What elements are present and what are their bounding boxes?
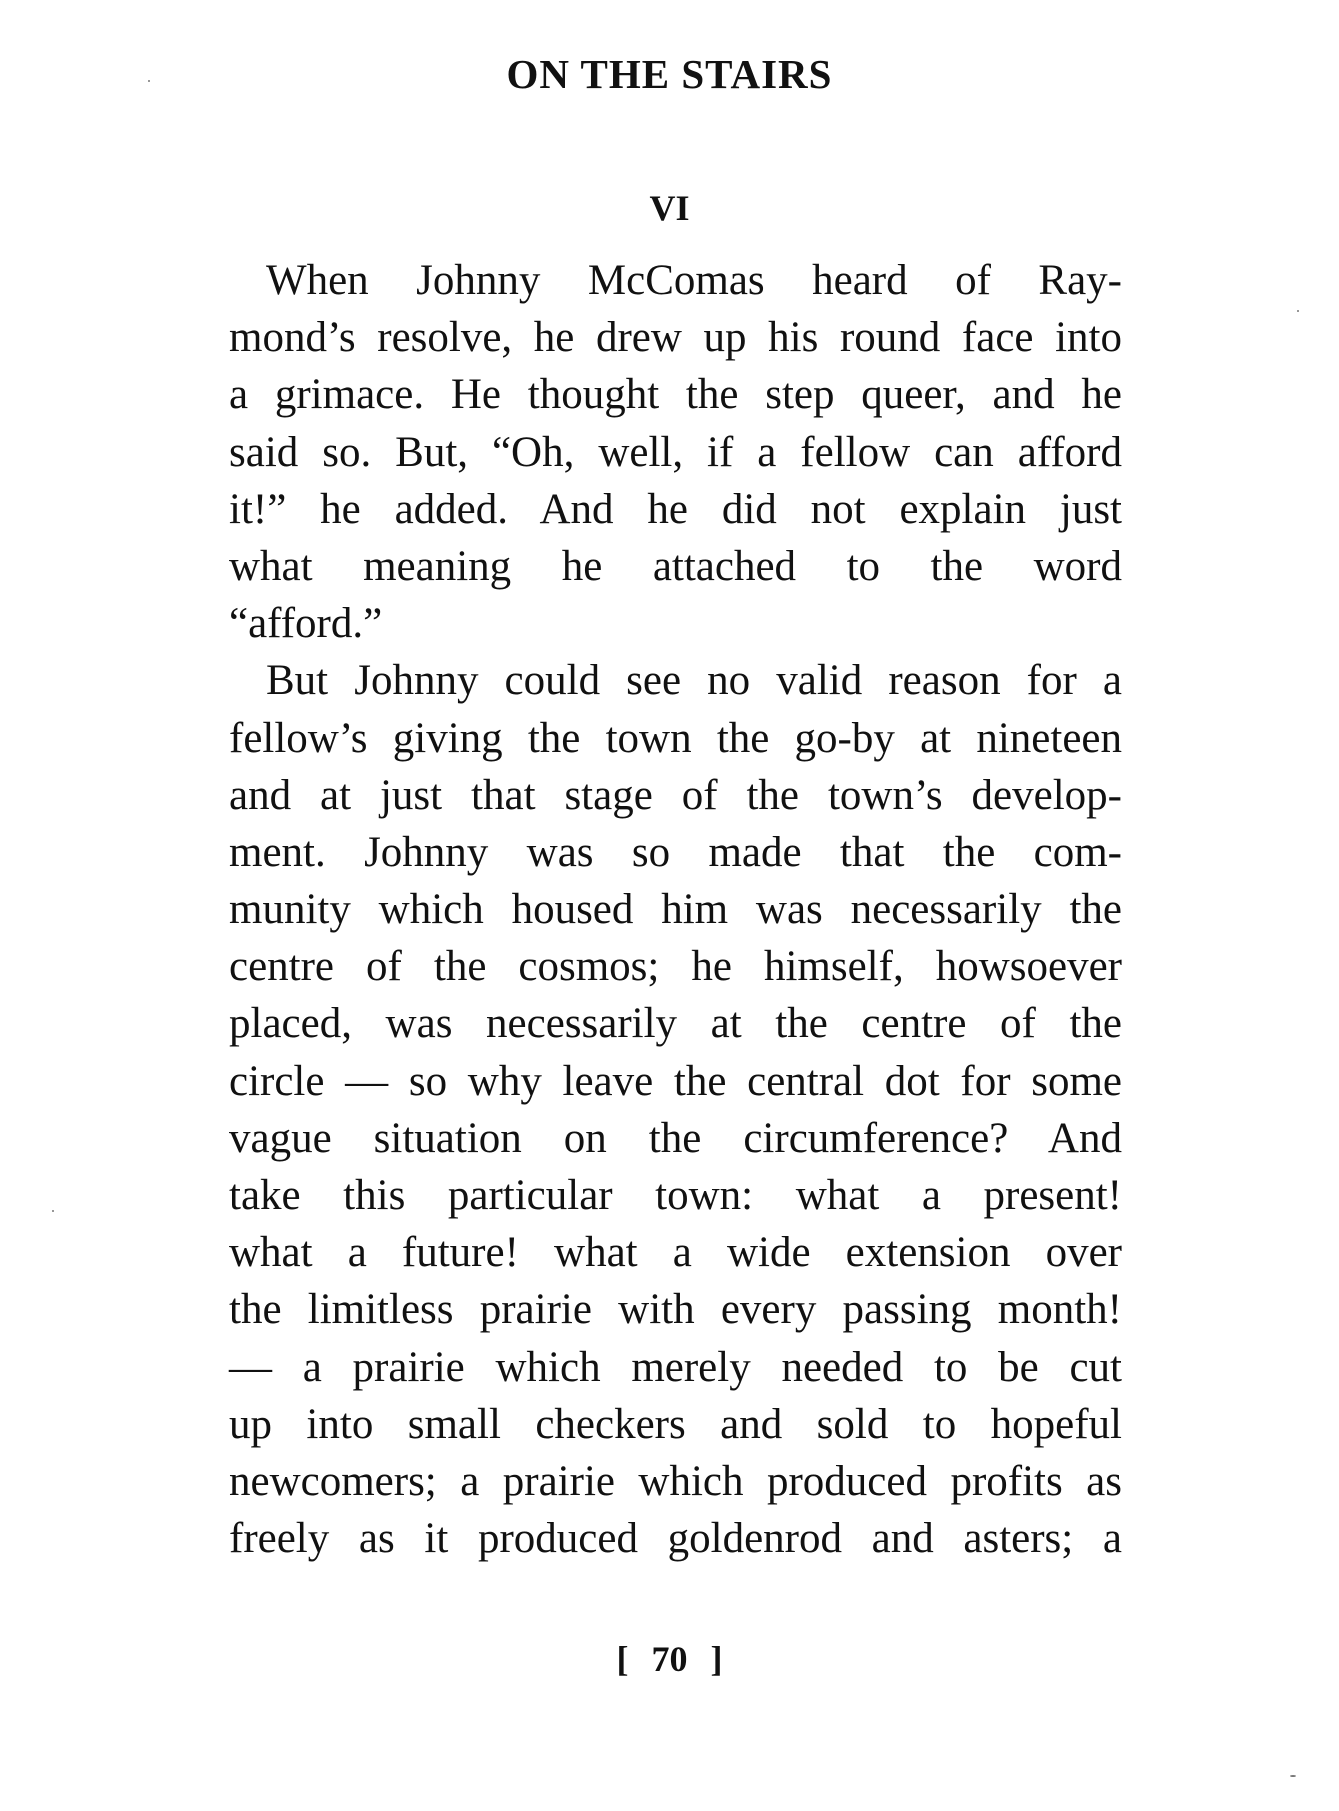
text-line: — a prairie which merely needed to be cut [229, 1343, 1122, 1391]
text-line: up into small checkers and sold to hopeful [229, 1400, 1122, 1448]
text-line: what meaning he attached to the word [229, 542, 1122, 590]
text-line: centre of the cosmos; he himself, howsoever [229, 943, 1122, 991]
text-line: When Johnny McComas heard of Ray- [266, 257, 1122, 304]
body-text [229, 252, 1122, 1567]
paragraph-2 [229, 652, 1122, 1567]
text-line: mond’s resolve, he drew up his round face into [229, 314, 1122, 362]
scan-speck [1290, 1775, 1296, 1777]
running-head: ON THE STAIRS [506, 51, 833, 97]
text-line: fellow’s giving the town the go-by at nineteen [229, 714, 1122, 762]
text-line: the limitless prairie with every passing month! [229, 1286, 1122, 1334]
text-line: and at just that stage of the town’s develop- [229, 771, 1122, 819]
text-line: freely as it produced goldenrod and asters; a [229, 1515, 1122, 1563]
text-line: placed, was necessarily at the centre of the [229, 1000, 1122, 1048]
text-line: said so. But, “Oh, well, if a fellow can afford [229, 428, 1122, 476]
text-line: ment. Johnny was so made that the com- [229, 828, 1122, 876]
text-line: take this particular town: what a present! [229, 1172, 1122, 1219]
chapter-number: VI [649, 188, 690, 228]
text-line: newcomers; a prairie which produced profits as [229, 1457, 1122, 1505]
paragraph-1 [229, 252, 1122, 652]
scan-speck [52, 1210, 54, 1212]
text-line: But Johnny could see no valid reason for a [266, 657, 1122, 705]
text-line: a grimace. He thought the step queer, and he [229, 371, 1122, 419]
scan-speck [148, 80, 150, 82]
page-number: [ 70 ] [616, 1639, 723, 1679]
text-line: “afford.” [229, 600, 383, 648]
text-line: it!” he added. And he did not explain just [229, 485, 1122, 533]
text-line: circle — so why leave the central dot for some [229, 1057, 1122, 1105]
text-line: vague situation on the circumference? And [229, 1114, 1122, 1162]
scan-speck [1297, 310, 1299, 312]
text-line: what a future! what a wide extension over [229, 1229, 1122, 1277]
text-line: munity which housed him was necessarily the [229, 886, 1122, 934]
